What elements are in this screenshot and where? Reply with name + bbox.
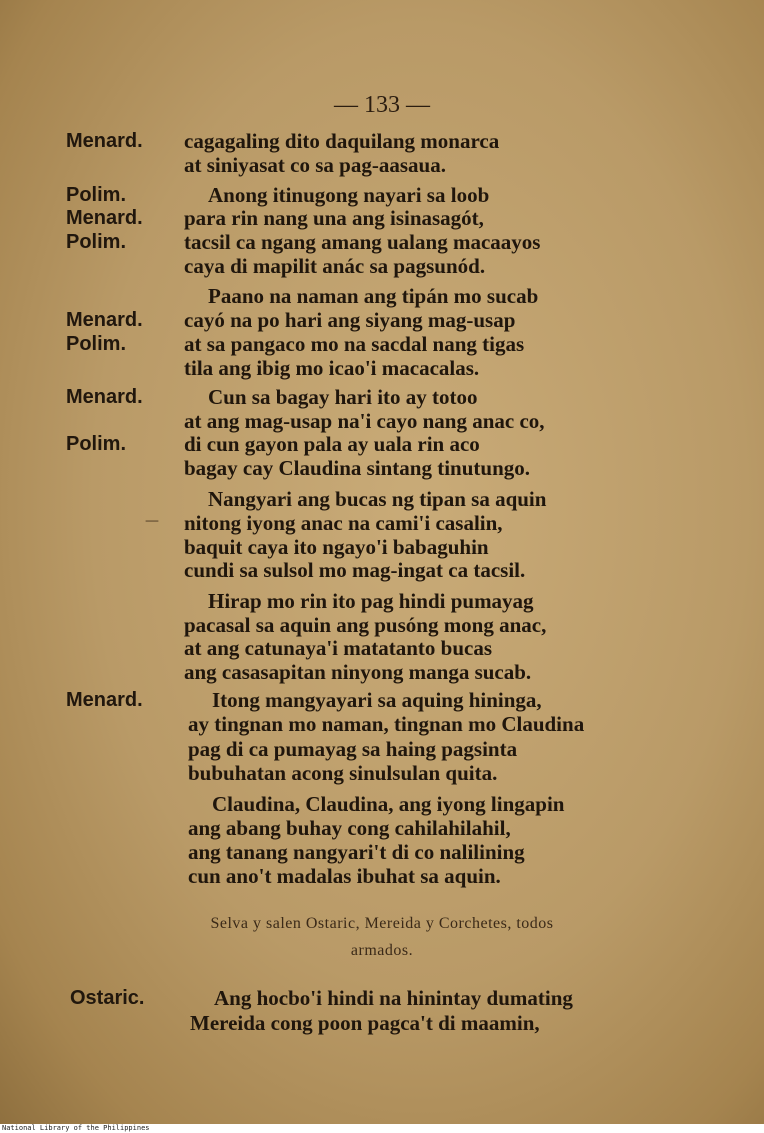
speaker-label: Polim. (66, 433, 127, 455)
verse-line: caya di mapilit anác sa pagsunód. (184, 254, 486, 278)
verse-line: pacasal sa aquin ang pusóng mong anac, (184, 613, 547, 637)
verse-line: bagay cay Claudina sintang tinutungo. (184, 456, 531, 480)
verse-line: baquit caya ito ngayo'i babaguhin (184, 535, 489, 559)
verse-line: Claudina, Claudina, ang iyong lingapin (212, 792, 565, 816)
verse-line: cayó na po hari ang siyang mag-usap (184, 308, 516, 332)
verse-line: cundi sa sulsol mo mag-ingat ca tacsil. (184, 558, 526, 582)
verse-line: at ang catunaya'i matatanto bucas (184, 636, 493, 660)
verse-line: di cun gayon pala ay uala rin aco (184, 432, 480, 456)
speaker-label: Menard. (66, 207, 143, 229)
verse-line: para rin nang una ang isinasagót, (184, 206, 484, 230)
speaker-label: Ostaric. (70, 987, 145, 1009)
speaker-label: Polim. (66, 231, 127, 253)
verse-line: tila ang ibig mo icao'i macacalas. (184, 356, 480, 380)
verse-line: ang abang buhay cong cahilahilahil, (188, 816, 511, 840)
verse-line: Cun sa bagay hari ito ay totoo (208, 385, 478, 409)
verse-line: at siniyasat co sa pag-aasaua. (184, 153, 446, 177)
verse-line: Hirap mo rin ito pag hindi pumayag (208, 589, 534, 613)
verse-line: at ang mag-usap na'i cayo nang anac co, (184, 409, 545, 433)
speaker-label: Menard. (66, 130, 143, 152)
speaker-label: Menard. (66, 309, 143, 331)
verse-line: Itong mangyayari sa aquing hininga, (212, 688, 542, 712)
verse-line: ang casasapitan ninyong manga sucab. (184, 660, 532, 684)
verse-line: tacsil ca ngang amang ualang macaayos (184, 230, 541, 254)
page-number: — 133 — (334, 92, 430, 118)
stage-direction: armados. (350, 942, 414, 959)
library-footer: National Library of the Philippines (2, 1124, 150, 1132)
dash-mark: — (145, 513, 159, 529)
speaker-label: Polim. (66, 184, 127, 206)
verse-line: pag di ca pumayag sa haing pagsinta (188, 737, 518, 761)
speaker-label: Menard. (66, 386, 143, 408)
verse-line: ang tanang nangyari't di co nalilining (188, 840, 525, 864)
verse-line: cagagaling dito daquilang monarca (184, 129, 500, 153)
verse-line: Nangyari ang bucas ng tipan sa aquin (208, 487, 547, 511)
verse-line: nitong iyong anac na cami'i casalin, (184, 511, 503, 535)
speaker-label: Menard. (66, 689, 143, 711)
verse-line: Anong itinugong nayari sa loob (208, 183, 490, 207)
verse-line: ay tingnan mo naman, tingnan mo Claudina (188, 712, 585, 736)
verse-line: bubuhatan acong sinulsulan quita. (188, 761, 498, 785)
verse-line: Mereida cong poon pagca't di maamin, (190, 1011, 540, 1035)
verse-line: Ang hocbo'i hindi na hinintay dumating (214, 986, 573, 1010)
stage-direction: Selva y salen Ostaric, Mereida y Corchetes, todos (210, 915, 554, 932)
verse-line: cun ano't madalas ibuhat sa aquin. (188, 864, 501, 888)
verse-line: at sa pangaco mo na sacdal nang tigas (184, 332, 525, 356)
speaker-label: Polim. (66, 333, 127, 355)
verse-line: Paano na naman ang tipán mo sucab (208, 284, 539, 308)
